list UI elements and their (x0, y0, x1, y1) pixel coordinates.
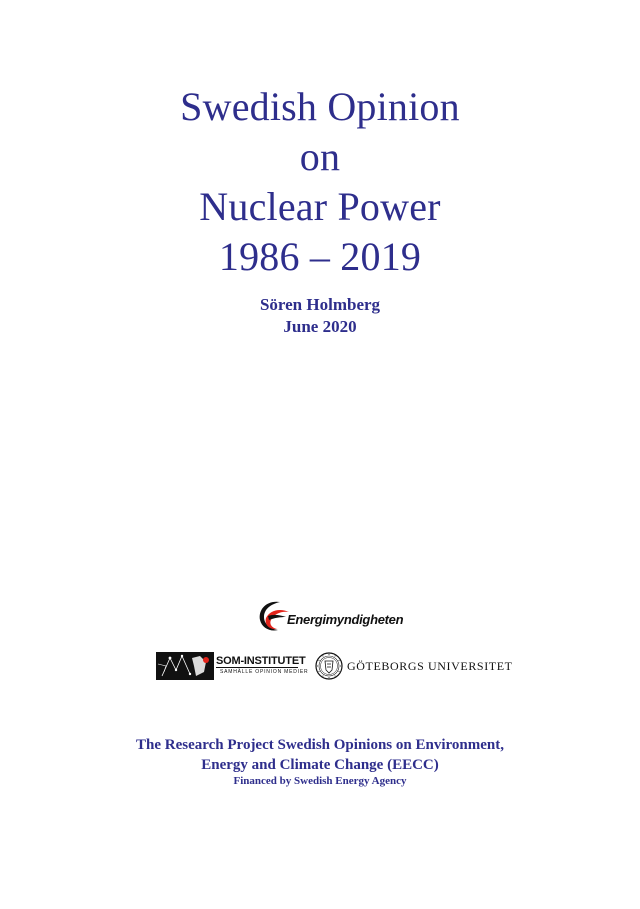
som-institutet-name: SOM-INSTITUTET (216, 655, 306, 667)
energimyndigheten-logo (256, 598, 406, 634)
som-institutet-logo-icon (156, 652, 214, 680)
som-institutet-logo (156, 652, 309, 680)
energimyndigheten-logo-mark-icon (256, 598, 290, 634)
som-institutet-subtitle: SAMHÄLLE OPINION MEDIER (220, 669, 309, 675)
publication-date: June 2020 (283, 317, 357, 336)
footer-financed-by: Financed by Swedish Energy Agency (233, 775, 407, 787)
university-seal-icon (315, 652, 343, 680)
author-info (0, 294, 640, 338)
goteborgs-universitet-name: GÖTEBORGS UNIVERSITET (347, 659, 513, 673)
report-title (0, 82, 640, 282)
footer-project-line-2: Energy and Climate Change (EECC) (201, 757, 439, 773)
footer-project-line-1: The Research Project Swedish Opinions on Environment, (136, 737, 504, 753)
title-line-3: Nuclear Power (199, 184, 441, 229)
energimyndigheten-name: Energimyndigheten (287, 612, 404, 627)
title-line-4: 1986 – 2019 (218, 234, 422, 279)
project-footer (0, 735, 640, 788)
author-name: Sören Holmberg (259, 295, 381, 314)
title-line-2: on (299, 134, 341, 179)
title-line-1: Swedish Opinion (180, 84, 460, 129)
som-divider (216, 667, 298, 668)
goteborgs-universitet-logo (315, 652, 513, 680)
